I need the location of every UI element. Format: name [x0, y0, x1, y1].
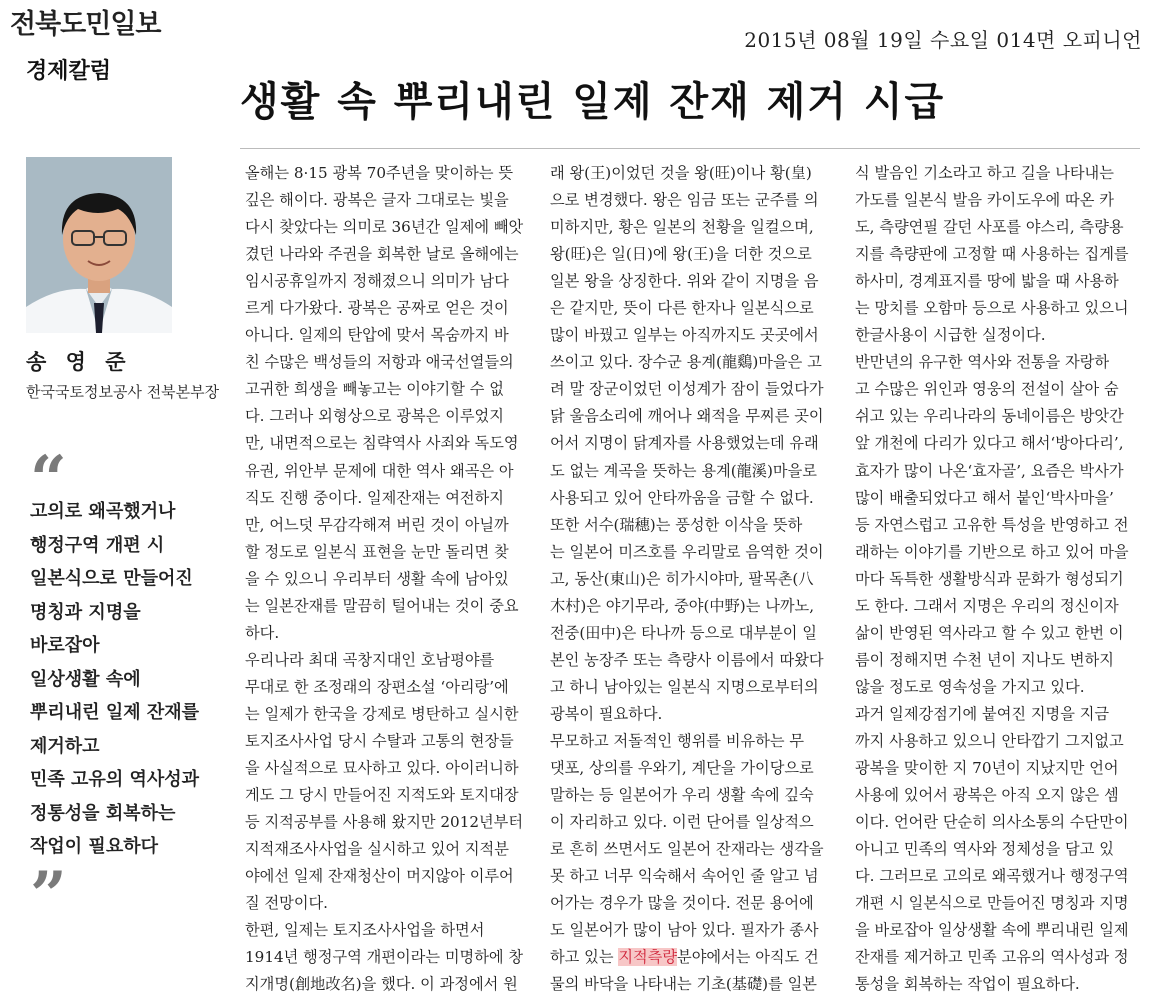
- author-name: 송 영 준: [26, 350, 132, 374]
- article-line: 삶이 반영된 역사라고 할 수 있고 한번 이: [855, 623, 1124, 642]
- article-line: 일본 왕을 상징한다. 위와 같이 지명을 음: [550, 272, 819, 291]
- article-line: 지를 측량판에 고정할 때 사용하는 집게를: [855, 245, 1129, 264]
- article-line: 통성을 회복하는 작업이 필요하다.: [855, 975, 1080, 994]
- article-column-1: [245, 160, 527, 998]
- article-line: 르게 다가왔다. 광복은 공짜로 얻은 것이: [245, 299, 509, 318]
- article-line: 만, 내면적으로는 침략역사 사죄와 독도영: [245, 434, 519, 453]
- article-line: 이다. 언어란 단순히 의사소통의 수단만이: [855, 813, 1129, 832]
- dateline: 2015년 08월 19일 수요일 014면 오피니언: [744, 28, 1142, 52]
- article-line: 식 발음인 기소라고 하고 길을 나타내는: [855, 164, 1114, 182]
- article-line: 질 전망이다.: [245, 894, 329, 913]
- highlighted-term: 지적측량: [618, 948, 678, 967]
- article-text: 하고 있는: [550, 948, 619, 967]
- article-line: 만, 어느덧 무감각해져 버린 것이 아닐까: [245, 515, 509, 534]
- newspaper-masthead: 전북도민일보: [10, 9, 161, 40]
- article-line: 도 한다. 그래서 지명은 우리의 정신이자: [855, 596, 1119, 615]
- article-line: 마다 독특한 생활방식과 문화가 형성되기: [855, 569, 1124, 588]
- section-label: 경제칼럼: [26, 59, 112, 84]
- article-line: 다. 그러나 외형상으로 광복은 이루었지: [245, 407, 504, 426]
- article-line: 앞 개천에 다리가 있다고 해서‘방아다리’,: [855, 434, 1124, 453]
- article-line: 려 말 장군이었던 이성계가 잠이 들었다가: [550, 380, 824, 399]
- article-line: 개편 시 일본식으로 만들어진 명칭과 지명: [855, 894, 1129, 913]
- article-line: 사용에 있어서 광복은 아직 오지 않은 셈: [855, 786, 1119, 805]
- article-line: 도 일본어가 많이 남아 있다. 필자가 종사: [550, 921, 819, 940]
- article-line: 하사미, 경계표지를 땅에 밟을 때 사용하: [855, 272, 1119, 291]
- article-line: 본인 농장주 또는 측량사 이름에서 따왔다: [550, 650, 824, 669]
- article-line: 반만년의 유구한 역사와 전통을 자랑하: [855, 353, 1110, 372]
- pull-quote-line: 정통성을 회복하는: [30, 802, 176, 824]
- article-line: 는 일제가 한국을 강제로 병탄하고 실시한: [245, 704, 519, 723]
- article-line: 겼던 나라와 주권을 회복한 날로 올해에는: [245, 245, 519, 264]
- article-line: 또한 서수(瑞穗)는 풍성한 이삭을 뜻하: [550, 515, 803, 534]
- article-line: 할 정도로 일본식 표현을 눈만 돌리면 찾: [245, 542, 509, 561]
- article-line: 가도를 일본식 발음 카이도우에 따온 카: [855, 191, 1114, 210]
- article-line: 름이 정해지면 수천 년이 지나도 변하지: [855, 650, 1114, 669]
- pull-quote: [30, 495, 230, 864]
- pull-quote-line: 명칭과 지명을: [30, 601, 141, 623]
- article-line: 로 흔히 쓰면서도 일본어 잔재라는 생각을: [550, 840, 824, 859]
- article-line: 많이 바꿨고 일부는 아직까지도 곳곳에서: [550, 326, 819, 345]
- article-line: 이 자리하고 있다. 이런 단어를 일상적으: [550, 813, 814, 832]
- article-line: 한편, 일제는 토지조사사업을 하면서: [245, 921, 485, 940]
- pull-quote-line: 바로잡아: [30, 635, 100, 656]
- open-quote-mark: “: [30, 442, 67, 517]
- article-line: 지적재조사사업을 실시하고 있어 지적분: [245, 840, 509, 859]
- article-line: 깊은 해이다. 광복은 글자 그대로는 빛을: [245, 191, 509, 210]
- article-line: 고 수많은 위인과 영웅의 전설이 살아 숨: [855, 380, 1119, 399]
- article-text: 분야에서는 아직도 건: [677, 948, 819, 967]
- article-column-2: [550, 160, 832, 998]
- article-line: 고 하니 남아있는 일본식 지명으로부터의: [550, 677, 819, 696]
- article-line: 임시공휴일까지 정해졌으니 의미가 남다: [245, 272, 509, 291]
- article-line: 댓포, 상의를 우와기, 계단을 가이당으로: [550, 759, 814, 778]
- article-line: 잔재를 제거하고 민족 고유의 역사성과 정: [855, 948, 1129, 967]
- article-line: 물의 바닥을 나타내는 기초(基礎)를 일본: [550, 975, 817, 994]
- article-line: 지개명(創地改名)을 했다. 이 과정에서 원: [245, 975, 518, 994]
- author-title: 한국국토정보공사 전북본부장: [26, 383, 220, 401]
- article-line: 쉬고 있는 우리나라의 동네이름은 방앗간: [855, 407, 1124, 426]
- article-line: 도, 측량연필 갈던 사포를 야스리, 측량용: [855, 218, 1124, 237]
- close-quote-mark: ”: [30, 858, 67, 933]
- article-line: 을 사실적으로 묘사하고 있다. 아이러니하: [245, 759, 519, 778]
- article-line: 는 망치를 오함마 등으로 사용하고 있으니: [855, 299, 1129, 318]
- article-line: 사용되고 있어 안타까움을 금할 수 없다.: [550, 488, 814, 507]
- article-line: 으로 변경했다. 왕은 임금 또는 군주를 의: [550, 191, 819, 210]
- article-line: 직도 진행 중이다. 일제잔재는 여전하지: [245, 488, 504, 507]
- pull-quote-line: 일본식으로 만들어진: [30, 568, 193, 589]
- article-line: 는 일본어 미즈호를 우리말로 음역한 것이: [550, 542, 824, 561]
- article-line: 을 바로잡아 일상생활 속에 뿌리내린 일제: [855, 921, 1129, 940]
- article-line: 왕(旺)은 일(日)에 왕(王)을 더한 것으로: [550, 245, 812, 264]
- article-line: 아니다. 일제의 탄압에 맞서 목숨까지 바: [245, 326, 509, 345]
- article-line: 야에선 일제 잔재청산이 머지않아 이루어: [245, 867, 514, 886]
- article-line: 아니고 민족의 역사와 정체성을 담고 있: [855, 840, 1114, 859]
- article-line: 친 수많은 백성들의 저항과 애국선열들의: [245, 353, 514, 372]
- article-line: 어가는 경우가 많을 것이다. 전문 용어에: [550, 894, 814, 913]
- article-line: [550, 944, 832, 971]
- article-line: 래 왕(王)이었던 것을 왕(旺)이나 황(皇): [550, 164, 812, 182]
- article-line: 과거 일제강점기에 붙여진 지명을 지금: [855, 704, 1110, 723]
- article-line: 유권, 위안부 문제에 대한 역사 왜곡은 아: [245, 461, 514, 480]
- article-line: 우리나라 최대 곡창지대인 호남평야를: [245, 650, 495, 669]
- article-line: 은 같지만, 뜻이 다른 한자나 일본식으로: [550, 299, 814, 318]
- article-line: 다. 그러므로 고의로 왜곡했거나 행정구역: [855, 867, 1129, 886]
- article-line: 쓰이고 있다. 장수군 용계(龍鷄)마을은 고: [550, 353, 822, 372]
- pull-quote-line: 제거하고: [30, 735, 100, 757]
- article-line: 올해는 8·15 광복 70주년을 맞이하는 뜻: [245, 164, 514, 182]
- article-line: 는 일본잔재를 말끔히 털어내는 것이 중요: [245, 596, 519, 615]
- article-line: 을 수 있으니 우리부터 생활 속에 남아있: [245, 569, 509, 588]
- headline: 생활 속 뿌리내린 일제 잔재 제거 시급: [240, 79, 946, 125]
- article-line: 게도 그 당시 만들어진 지적도와 토지대장: [245, 786, 519, 805]
- article-line: 고귀한 희생을 빼놓고는 이야기할 수 없: [245, 380, 504, 399]
- article-line: 광복을 맞이한 지 70년이 지났지만 언어: [855, 759, 1119, 778]
- pull-quote-line: 일상생활 속에: [30, 668, 141, 690]
- article-line: 무모하고 저돌적인 행위를 비유하는 무: [550, 731, 805, 750]
- article-line: 말하는 등 일본어가 우리 생활 속에 깊숙: [550, 786, 814, 805]
- headline-rule: [240, 148, 1140, 149]
- article-line: 木村)은 야기무라, 중야(中野)는 나까노,: [550, 596, 815, 615]
- article-line: 어서 지명이 닭계자를 사용했었는데 유래: [550, 434, 819, 453]
- article-line: 까지 사용하고 있으니 안타깝기 그지없고: [855, 731, 1124, 750]
- article-line: 1914년 행정구역 개편이라는 미명하에 창: [245, 948, 524, 967]
- article-line: 래하는 이야기를 기반으로 하고 있어 마을: [855, 542, 1129, 561]
- article-line: 한글사용이 시급한 실정이다.: [855, 326, 1046, 345]
- article-column-3: [855, 160, 1137, 998]
- article-line: 다시 찾았다는 의미로 36년간 일제에 빼앗: [245, 218, 524, 237]
- article-line: 등 지적공부를 사용해 왔지만 2012년부터: [245, 813, 524, 832]
- article-line: 미하지만, 황은 일본의 천황을 일컬으며,: [550, 218, 814, 237]
- article-line: 효자가 많이 나온‘효자골’, 요즘은 박사가: [855, 461, 1124, 480]
- pull-quote-line: 작업이 필요하다: [30, 836, 158, 857]
- article-line: 무대로 한 조정래의 장편소설 ‘아리랑’에: [245, 677, 509, 696]
- article-line: 도 없는 계곡을 뜻하는 용계(龍溪)마을로: [550, 461, 817, 480]
- author-photo: [26, 157, 172, 333]
- article-line: 많이 배출되었다고 해서 붙인‘박사마을’: [855, 488, 1114, 507]
- article-line: 등 자연스럽고 고유한 특성을 반영하고 전: [855, 515, 1129, 534]
- article-line: 하다.: [245, 623, 280, 642]
- article-line: 광복이 필요하다.: [550, 704, 663, 723]
- article-line: 않을 정도로 영속성을 가지고 있다.: [855, 677, 1085, 696]
- pull-quote-line: 민족 고유의 역사성과: [30, 769, 200, 790]
- pull-quote-line: 행정구역 개편 시: [30, 534, 165, 556]
- article-line: 토지조사사업 당시 수탈과 고통의 현장들: [245, 731, 514, 750]
- article-line: 전중(田中)은 타나까 등으로 대부분이 일: [550, 623, 817, 642]
- article-line: 고, 동산(東山)은 히가시야마, 팔목촌(八: [550, 569, 814, 588]
- pull-quote-line: 뿌리내린 일제 잔재를: [30, 702, 200, 723]
- pull-quote-line: 고의로 왜곡했거나: [30, 501, 176, 522]
- article-line: 닭 울음소리에 깨어나 왜적을 무찌른 곳이: [550, 407, 824, 426]
- article-line: 못 하고 너무 익숙해서 속어인 줄 알고 넘: [550, 867, 819, 886]
